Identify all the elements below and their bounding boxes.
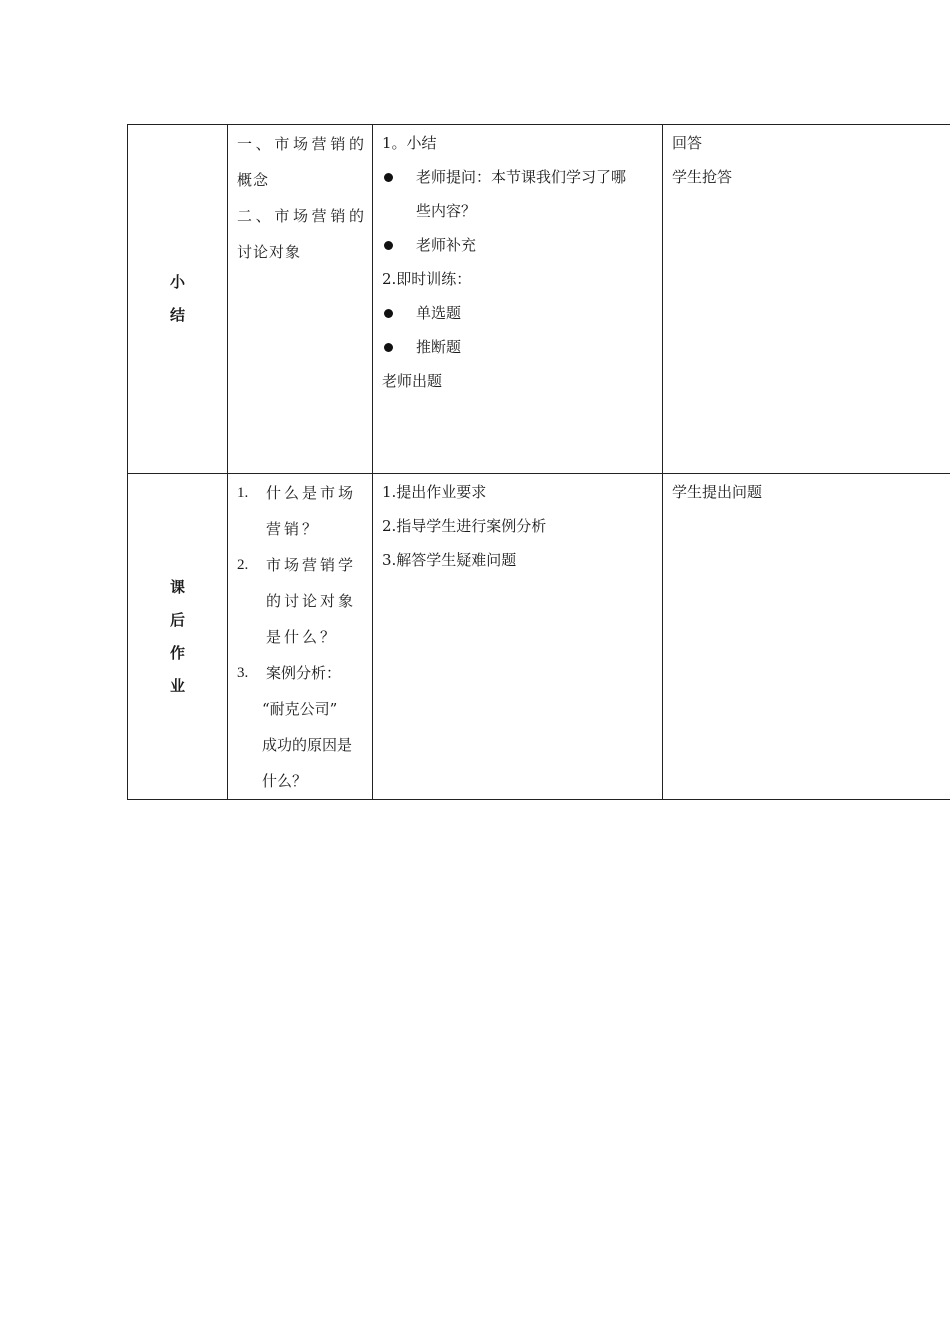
questions-cell-homework bbox=[228, 474, 373, 800]
question-item bbox=[237, 475, 365, 511]
activity-item: 1。小结 bbox=[382, 134, 437, 152]
bullet-text: 推断题 bbox=[416, 338, 462, 356]
content-cell-summary bbox=[228, 125, 373, 474]
bullet-item bbox=[382, 296, 656, 330]
question-text: 成功的原因是 bbox=[262, 736, 353, 754]
content-line: 讨论对象 bbox=[237, 243, 302, 261]
student-line: 回答 bbox=[672, 134, 703, 152]
bullet-icon bbox=[382, 228, 416, 262]
content-line: 一、市场营销的 bbox=[237, 135, 365, 153]
bullet-icon bbox=[382, 296, 416, 330]
student-cell-summary bbox=[663, 125, 950, 474]
question-number: 1. bbox=[237, 485, 249, 501]
table-row-homework bbox=[128, 474, 950, 800]
student-line: 学生提出问题 bbox=[672, 483, 763, 501]
activity-item: 2.指导学生进行案例分析 bbox=[382, 517, 547, 535]
bullet-item bbox=[382, 228, 656, 262]
question-text: 的讨论对象 bbox=[266, 592, 357, 610]
question-number: 2. bbox=[237, 557, 249, 573]
bullet-text: 老师补充 bbox=[416, 236, 477, 254]
question-text: 营销？ bbox=[266, 520, 321, 538]
activity-note: 老师出题 bbox=[382, 372, 443, 390]
bullet-icon bbox=[382, 160, 416, 228]
bullet-text: 些内容？ bbox=[416, 202, 477, 220]
activity-cell-homework bbox=[373, 474, 663, 800]
activity-item: 1.提出作业要求 bbox=[382, 483, 487, 501]
content-line: 概念 bbox=[237, 171, 270, 189]
section-label-char: 结 bbox=[169, 306, 185, 324]
activity-item: 3.解答学生疑难问题 bbox=[382, 551, 517, 569]
bullet-icon bbox=[382, 330, 416, 364]
question-text: 什么是市场 bbox=[266, 484, 357, 502]
question-item bbox=[237, 547, 365, 583]
bullet-text: 单选题 bbox=[416, 304, 462, 322]
question-text: 市场营销学 bbox=[266, 556, 357, 574]
section-label-char: 小 bbox=[169, 273, 185, 291]
bullet-text: 老师提问：本节课我们学习了哪 bbox=[416, 168, 627, 186]
question-text: 案例分析： bbox=[266, 664, 342, 682]
section-label-char: 作 bbox=[169, 643, 185, 662]
student-cell-homework bbox=[663, 474, 950, 800]
section-label-char: 课 bbox=[169, 577, 185, 596]
question-item bbox=[237, 655, 365, 691]
question-number: 3. bbox=[237, 665, 249, 681]
section-label-char: 后 bbox=[169, 610, 185, 629]
activity-item: 2.即时训练： bbox=[382, 270, 472, 288]
activity-cell-summary bbox=[373, 125, 663, 474]
table-row-summary bbox=[128, 125, 950, 474]
bullet-item bbox=[382, 330, 656, 364]
section-label-homework bbox=[128, 474, 228, 800]
lesson-plan-table bbox=[127, 124, 950, 800]
content-line: 二、市场营销的 bbox=[237, 207, 365, 225]
section-label-char: 业 bbox=[169, 676, 185, 695]
bullet-item bbox=[382, 160, 656, 228]
question-text: 是什么？ bbox=[266, 628, 339, 646]
question-text: “耐克公司” bbox=[262, 700, 338, 718]
question-text: 什么？ bbox=[262, 772, 308, 790]
student-line: 学生抢答 bbox=[672, 168, 733, 186]
section-label-summary bbox=[128, 125, 228, 474]
